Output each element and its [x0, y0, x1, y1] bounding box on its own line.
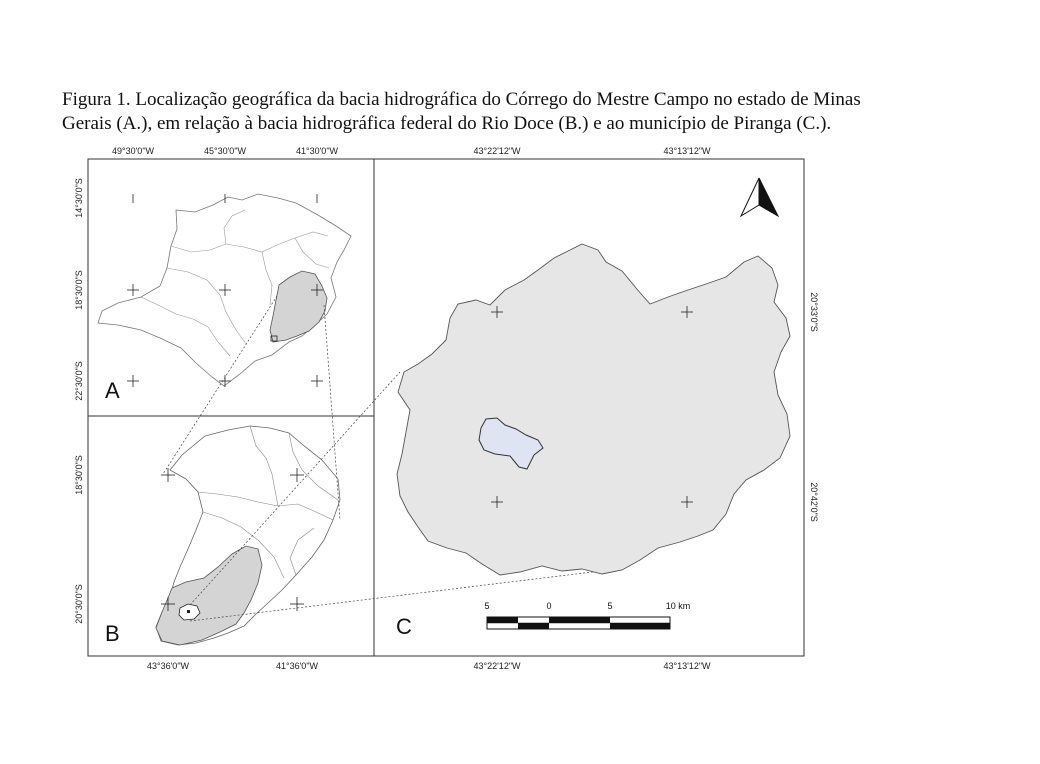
panel-c-label: C [396, 614, 412, 639]
panel-a-map [98, 194, 351, 403]
study-area-marker-b [187, 610, 190, 613]
caption-line-2: Gerais (A.), em relação à bacia hidrográfica federal do Rio Doce (B.) e ao município de Piranga (C.). [62, 113, 832, 134]
coord-a-top-3: 41°30'0"W [295, 146, 339, 156]
piranga-region [156, 546, 262, 645]
rio-doce-basin-in-state [270, 271, 327, 342]
coord-a-left-2: 18°30'0"S [74, 270, 84, 310]
scale-label-0: 0 [546, 601, 552, 611]
scale-label-5-left: 5 [484, 601, 490, 611]
panel-b-label: B [105, 621, 120, 646]
scale-label-10km: 10 km [665, 601, 691, 611]
coord-a-top-2: 45°30'0"W [203, 146, 247, 156]
coord-a-left-3: 22°30'0"S [74, 361, 84, 401]
coord-c-right-1: 20°33'0"S [809, 292, 819, 332]
coord-a-left-1: 14°30'0"S [74, 178, 84, 218]
coord-c-top-1: 43°22'12"W [473, 146, 521, 156]
coord-a-top-1: 49°30'0"W [111, 146, 155, 156]
coord-b-bottom-1: 43°36'0"W [146, 661, 190, 671]
piranga-municipality [397, 244, 790, 575]
rio-doce-sub-basins [198, 426, 338, 578]
coord-c-bottom-2: 43°13'12"W [663, 661, 711, 671]
scale-bar [484, 601, 690, 629]
caption-line-1: Figura 1. Localização geográfica da bacia hidrográfica do Córrego do Mestre Campo no estado de Minas [62, 89, 861, 110]
coord-c-bottom-1: 43°22'12"W [473, 661, 521, 671]
coord-c-top-2: 43°13'12"W [663, 146, 711, 156]
panel-a-label: A [105, 378, 120, 403]
panel-b-map [105, 426, 340, 646]
coord-c-right-2: 20°42'0"S [809, 482, 819, 522]
scale-label-5: 5 [607, 601, 613, 611]
coord-b-left-1: 18°30'0"S [74, 455, 84, 495]
north-arrow-icon [741, 178, 778, 216]
panel-c-map [396, 178, 790, 639]
coord-b-bottom-2: 41°36'0"W [275, 661, 319, 671]
coord-b-left-2: 20°30'0"S [74, 584, 84, 624]
